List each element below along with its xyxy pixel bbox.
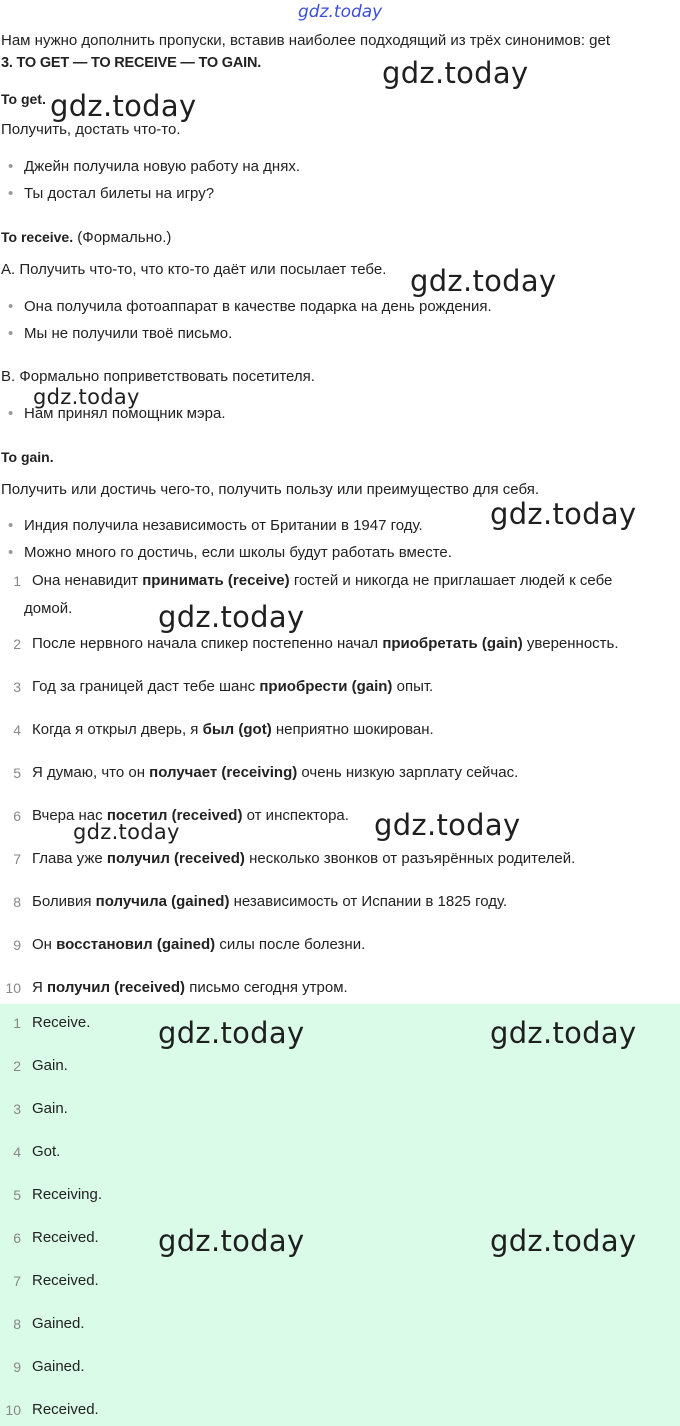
- gain-definition: Получить или достичь чего-то, получить пользу или преимущество для себя.: [1, 481, 540, 498]
- receive-note: (Формально.): [77, 229, 172, 246]
- list-item: • Ты достал билеты на игру?: [0, 185, 680, 203]
- sentence-row: 5 Я думаю, что он получает (receiving) очень низкую зарплату сейчас.: [0, 764, 680, 782]
- answer-text: Received.: [32, 1229, 99, 1246]
- sentence-row: 10 Я получил (received) письмо сегодня утром.: [0, 979, 680, 997]
- receive-def-a: A. Получить что-то, что кто-то даёт или посылает тебе.: [1, 261, 387, 278]
- answer-number: 5: [13, 1187, 21, 1203]
- sentence-row: 1 Она ненавидит принимать (receive) гостей и никогда не приглашает людей к себе домой.: [0, 572, 680, 608]
- watermark: gdz.today: [490, 497, 637, 531]
- list-item: • Индия получила независимость от Британии в 1947 году.: [0, 517, 680, 535]
- watermark: gdz.today: [410, 264, 557, 298]
- sentence-row: 4 Когда я открыл дверь, я был (got) неприятно шокирован.: [0, 721, 680, 739]
- get-title: To get.: [1, 91, 46, 107]
- list-item: • Она получила фотоаппарат в качестве подарка на день рождения.: [0, 298, 680, 316]
- answer-number: 1: [13, 1015, 21, 1031]
- list-item: • Джейн получила новую работу на днях.: [0, 158, 680, 176]
- answer-text: Got.: [32, 1143, 61, 1160]
- watermark: gdz.today: [374, 808, 521, 842]
- sentence-row: 2 После нервного начала спикер постепенно начал приобретать (gain) уверенность.: [0, 635, 680, 653]
- answer-text: Gain.: [32, 1100, 68, 1117]
- bullet-icon: [8, 544, 24, 562]
- answer-row: [0, 1358, 680, 1376]
- bullet-icon: [8, 325, 24, 343]
- receive-def-b: B. Формально поприветствовать посетителя.: [1, 368, 315, 385]
- bullet-icon: [8, 405, 24, 423]
- watermark: gdz.today: [490, 1224, 637, 1258]
- sentence-number: 8: [13, 894, 21, 910]
- answer-text: Gain.: [32, 1057, 68, 1074]
- sentence-number: 9: [13, 937, 21, 953]
- answer-number: 4: [13, 1144, 21, 1160]
- sentence-number: 1: [13, 573, 21, 589]
- watermark: gdz.today: [490, 1016, 637, 1050]
- bullet-icon: [8, 517, 24, 535]
- sentence-row: 9 Он восстановил (gained) силы после болезни.: [0, 936, 680, 954]
- list-item: • Мы не получили твоё письмо.: [0, 325, 680, 343]
- watermark: gdz.today: [158, 1016, 305, 1050]
- watermark: gdz.today: [158, 600, 305, 634]
- sentence-number: 4: [13, 722, 21, 738]
- answer-text: Receive.: [32, 1014, 91, 1031]
- answer-number: 6: [13, 1230, 21, 1246]
- watermark: gdz.today: [33, 385, 140, 409]
- sentence-row: 6 Вчера нас посетил (received) от инспектора.: [0, 807, 680, 825]
- sentence-number: 6: [13, 808, 21, 824]
- watermark: gdz.today: [73, 820, 180, 844]
- answer-row: [0, 1401, 680, 1419]
- answer-row: [0, 1272, 680, 1290]
- sentence-number: 10: [5, 980, 21, 996]
- answer-row: [0, 1186, 680, 1204]
- answer-text: Gained.: [32, 1358, 85, 1375]
- sentence-row: 8 Боливия получила (gained) независимость от Испании в 1825 году.: [0, 893, 680, 911]
- intro-text: Нам нужно дополнить пропуски, вставив наиболее подходящий из трёх синонимов: get: [1, 32, 611, 49]
- answer-number: 9: [13, 1359, 21, 1375]
- sentence-number: 5: [13, 765, 21, 781]
- exercise-heading: 3. TO GET — TO RECEIVE — TO GAIN.: [1, 55, 262, 71]
- answer-text: Received.: [32, 1401, 99, 1418]
- answer-text: Receiving.: [32, 1186, 103, 1203]
- answer-row: [0, 1057, 680, 1075]
- answer-row: [0, 1315, 680, 1333]
- watermark: gdz.today: [158, 1224, 305, 1258]
- gain-title: To gain.: [1, 449, 54, 465]
- sentence-row: 7 Глава уже получил (received) несколько звонков от разъярённых родителей.: [0, 850, 680, 868]
- bullet-icon: [8, 158, 24, 176]
- answer-row: [0, 1143, 680, 1161]
- watermark: gdz.today: [382, 56, 529, 90]
- answer-row: [0, 1100, 680, 1118]
- get-definition: Получить, достать что-то.: [1, 121, 181, 138]
- sentence-number: 3: [13, 679, 21, 695]
- answer-number: 8: [13, 1316, 21, 1332]
- answer-number: 10: [5, 1402, 21, 1418]
- answer-text: Gained.: [32, 1315, 85, 1332]
- receive-title-line: [1, 228, 171, 247]
- list-item: • Можно много го достичь, если школы будут работать вместе.: [0, 544, 680, 562]
- receive-title: To receive.: [1, 229, 74, 245]
- bullet-icon: [8, 185, 24, 203]
- answer-number: 7: [13, 1273, 21, 1289]
- sentence-number: 7: [13, 851, 21, 867]
- watermark: gdz.today: [50, 89, 197, 123]
- answer-text: Received.: [32, 1272, 99, 1289]
- sentence-row: 3 Год за границей даст тебе шанс приобрести (gain) опыт.: [0, 678, 680, 696]
- bullet-icon: [8, 298, 24, 316]
- sentence-number: 2: [13, 636, 21, 652]
- answer-number: 3: [13, 1101, 21, 1117]
- list-item: • Нам принял помощник мэра.: [0, 405, 680, 423]
- answer-number: 2: [13, 1058, 21, 1074]
- site-logo[interactable]: gdz.today: [298, 2, 383, 22]
